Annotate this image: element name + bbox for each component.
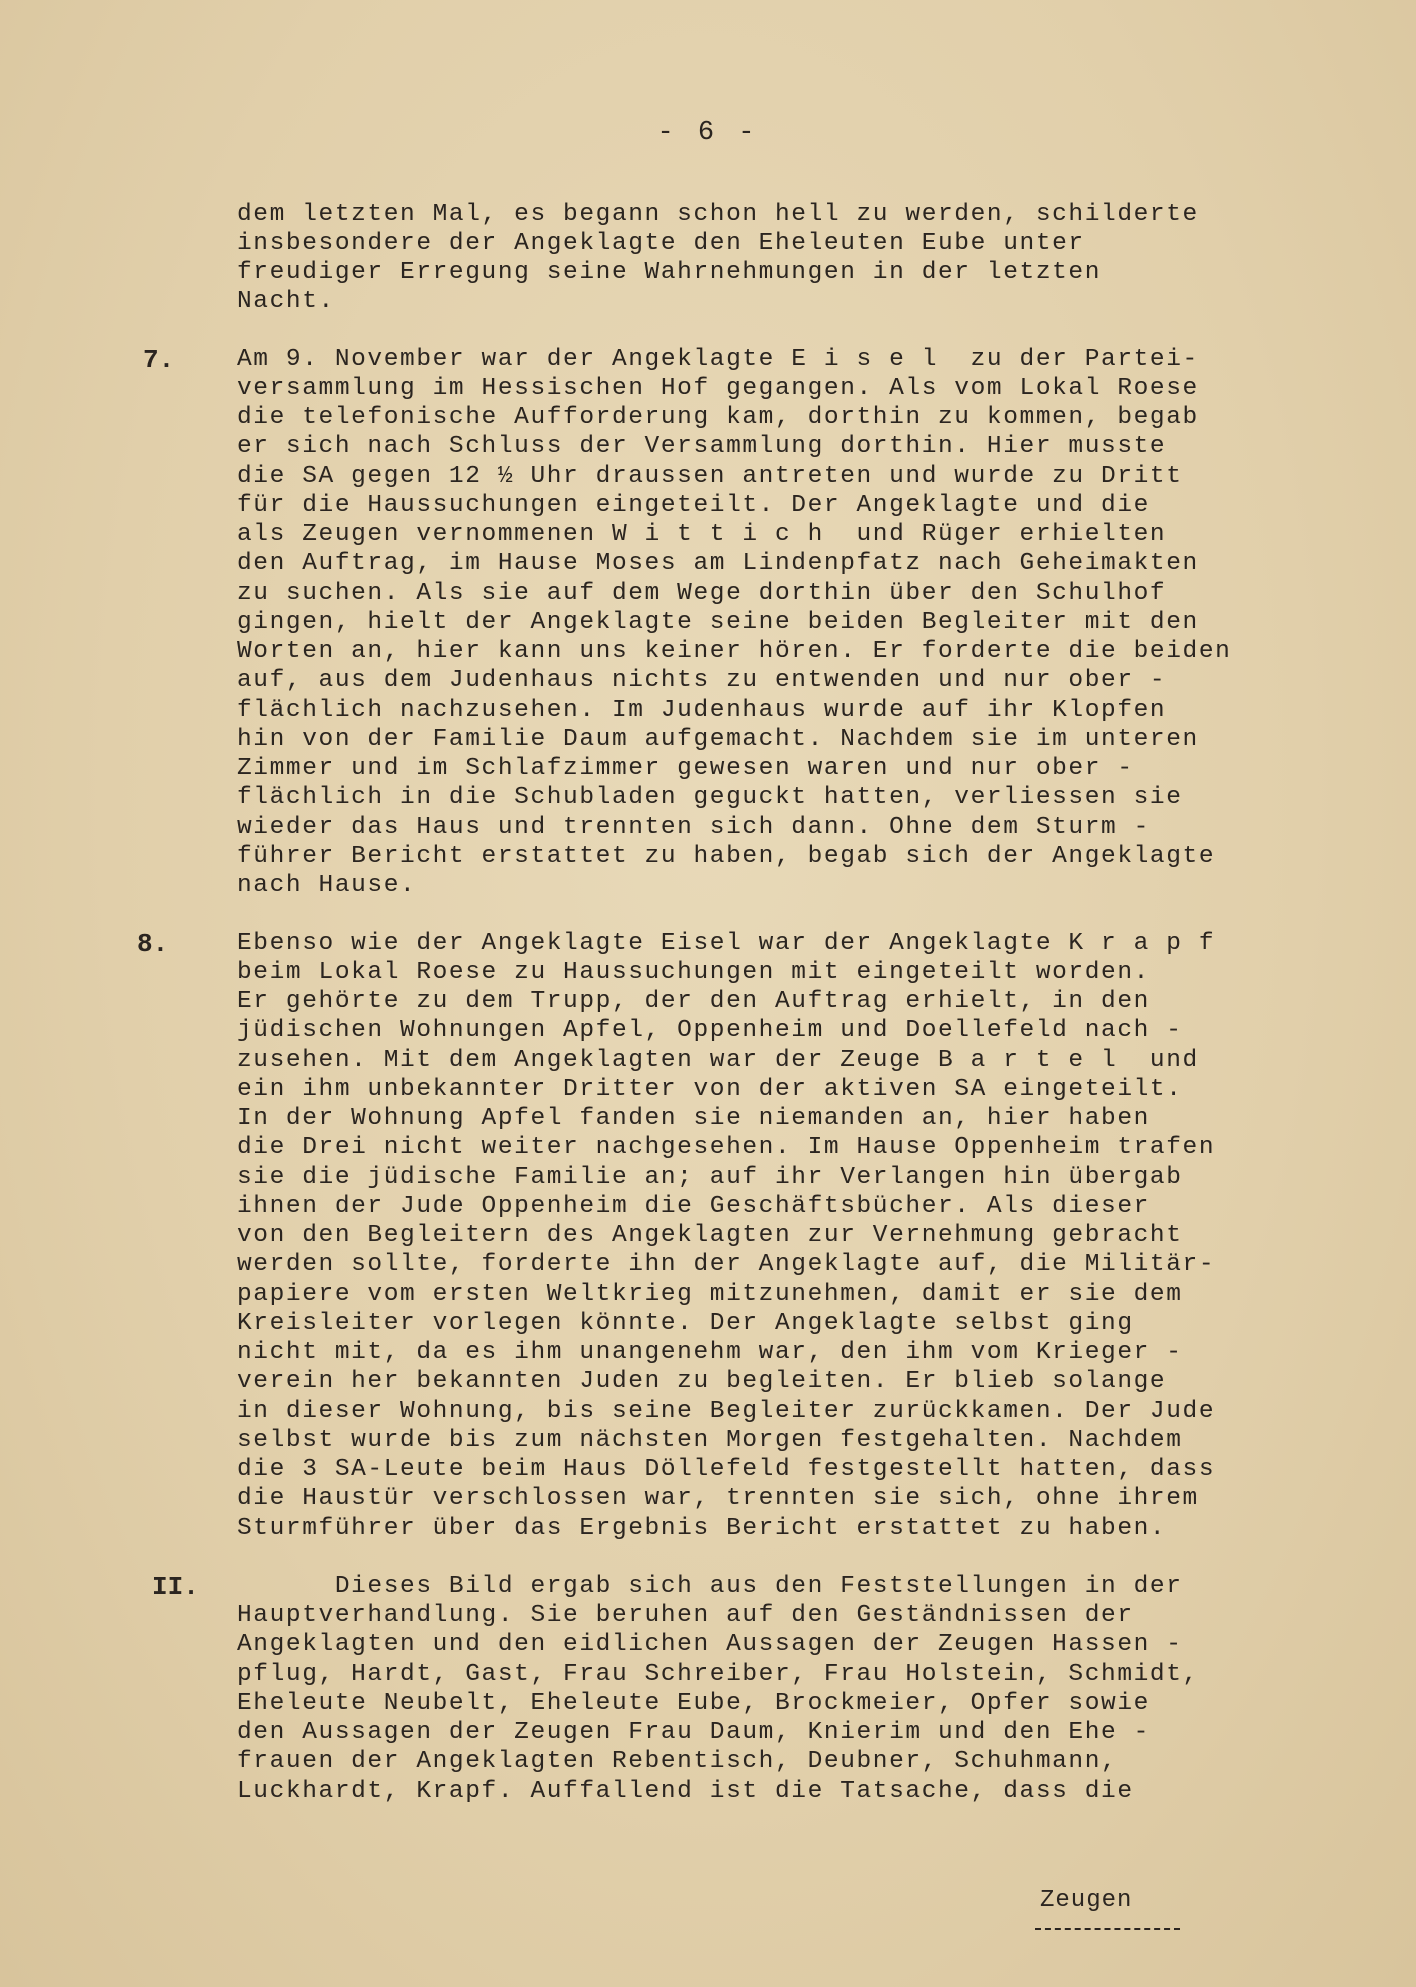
- text-line: Angeklagten und den eidlichen Aussagen der Zeugen Hassen -: [237, 1631, 1183, 1658]
- text-line: ihnen der Jude Oppenheim die Geschäftsbücher. Als dieser: [237, 1193, 1150, 1220]
- text-line: dem letzten Mal, es begann schon hell zu werden, schilderte: [237, 201, 1199, 228]
- section-number: II.: [152, 1572, 199, 1602]
- catchword-underline: [1035, 1928, 1180, 1930]
- text-line: den Auftrag, im Hause Moses am Lindenpfatz nach Geheimakten: [237, 550, 1199, 577]
- text-line: ein ihm unbekannter Dritter von der aktiven SA eingeteilt.: [237, 1076, 1183, 1103]
- text-line: In der Wohnung Apfel fanden sie niemanden an, hier haben: [237, 1105, 1150, 1132]
- text-line: Luckhardt, Krapf. Auffallend ist die Tatsache, dass die: [237, 1778, 1134, 1805]
- text-line: sie die jüdische Familie an; auf ihr Verlangen hin übergab: [237, 1164, 1183, 1191]
- text-line: Er gehörte zu dem Trupp, der den Auftrag erhielt, in den: [237, 988, 1150, 1015]
- text-line: hin von der Familie Daum aufgemacht. Nachdem sie im unteren: [237, 726, 1199, 753]
- text-line: Kreisleiter vorlegen könnte. Der Angeklagte selbst ging: [237, 1310, 1134, 1337]
- text-line: insbesondere der Angeklagte den Eheleuten Eube unter: [237, 230, 1085, 257]
- text-line: flächlich in die Schubladen geguckt hatten, verliessen sie: [237, 784, 1183, 811]
- text-line: versammlung im Hessischen Hof gegangen. Als vom Lokal Roese: [237, 375, 1199, 402]
- text-line: als Zeugen vernommenen W i t t i c h und Rüger erhielten: [237, 521, 1167, 548]
- text-line: Dieses Bild ergab sich aus den Feststellungen in der: [237, 1573, 1183, 1600]
- text-line: den Aussagen der Zeugen Frau Daum, Knierim und den Ehe -: [237, 1719, 1150, 1746]
- text-line: von den Begleitern des Angeklagten zur Vernehmung gebracht: [237, 1222, 1183, 1249]
- text-line: die 3 SA-Leute beim Haus Döllefeld festgestellt hatten, dass: [237, 1456, 1216, 1483]
- text-line: Am 9. November war der Angeklagte E i s e l zu der Partei-: [237, 346, 1199, 373]
- text-line: die Haustür verschlossen war, trennten sie sich, ohne ihrem: [237, 1485, 1199, 1512]
- text-line: führer Bericht erstattet zu haben, begab sich der Angeklagte: [237, 843, 1216, 870]
- page-number: - 6 -: [657, 118, 759, 148]
- text-line: beim Lokal Roese zu Haussuchungen mit eingeteilt worden.: [237, 959, 1150, 986]
- text-line: die Drei nicht weiter nachgesehen. Im Hause Oppenheim trafen: [237, 1134, 1216, 1161]
- text-line: pflug, Hardt, Gast, Frau Schreiber, Frau Holstein, Schmidt,: [237, 1661, 1199, 1688]
- text-line: in dieser Wohnung, bis seine Begleiter zurückkamen. Der Jude: [237, 1398, 1216, 1425]
- text-line: Nacht.: [237, 288, 335, 315]
- text-line: Worten an, hier kann uns keiner hören. Er forderte die beiden: [237, 638, 1232, 665]
- text-line: nicht mit, da es ihm unangenehm war, den ihm vom Krieger -: [237, 1339, 1183, 1366]
- text-line: er sich nach Schluss der Versammlung dorthin. Hier musste: [237, 433, 1167, 460]
- text-line: zusehen. Mit dem Angeklagten war der Zeuge B a r t e l und: [237, 1047, 1199, 1074]
- text-line: werden sollte, forderte ihn der Angeklagte auf, die Militär-: [237, 1251, 1216, 1278]
- paragraph-number: 8.: [137, 929, 169, 959]
- text-line: wieder das Haus und trennten sich dann. Ohne dem Sturm -: [237, 814, 1150, 841]
- text-line: Eheleute Neubelt, Eheleute Eube, Brockmeier, Opfer sowie: [237, 1690, 1150, 1717]
- paragraph-number: 7.: [143, 345, 175, 375]
- text-line: Ebenso wie der Angeklagte Eisel war der Angeklagte K r a p f: [237, 930, 1216, 957]
- text-line: Zimmer und im Schlafzimmer gewesen waren und nur ober -: [237, 755, 1134, 782]
- text-line: nach Hause.: [237, 872, 417, 899]
- text-line: selbst wurde bis zum nächsten Morgen festgehalten. Nachdem: [237, 1427, 1183, 1454]
- text-line: für die Haussuchungen eingeteilt. Der Angeklagte und die: [237, 492, 1150, 519]
- text-line: frauen der Angeklagten Rebentisch, Deubner, Schuhmann,: [237, 1748, 1118, 1775]
- text-line: freudiger Erregung seine Wahrnehmungen in der letzten: [237, 259, 1102, 286]
- text-line: die telefonische Aufforderung kam, dorthin zu kommen, begab: [237, 404, 1199, 431]
- text-line: Hauptverhandlung. Sie beruhen auf den Geständnissen der: [237, 1602, 1134, 1629]
- text-line: papiere vom ersten Weltkrieg mitzunehmen, damit er sie dem: [237, 1281, 1183, 1308]
- text-line: flächlich nachzusehen. Im Judenhaus wurde auf ihr Klopfen: [237, 697, 1167, 724]
- text-line: jüdischen Wohnungen Apfel, Oppenheim und Doellefeld nach -: [237, 1017, 1183, 1044]
- text-line: gingen, hielt der Angeklagte seine beiden Begleiter mit den: [237, 609, 1199, 636]
- text-line: die SA gegen 12 ½ Uhr draussen antreten und wurde zu Dritt: [237, 463, 1183, 490]
- text-line: verein her bekannten Juden zu begleiten. Er blieb solange: [237, 1368, 1167, 1395]
- text-line: zu suchen. Als sie auf dem Wege dorthin über den Schulhof: [237, 580, 1167, 607]
- text-line: Sturmführer über das Ergebnis Bericht erstattet zu haben.: [237, 1515, 1167, 1542]
- catchword: Zeugen: [1040, 1887, 1133, 1914]
- text-line: auf, aus dem Judenhaus nichts zu entwenden und nur ober -: [237, 667, 1167, 694]
